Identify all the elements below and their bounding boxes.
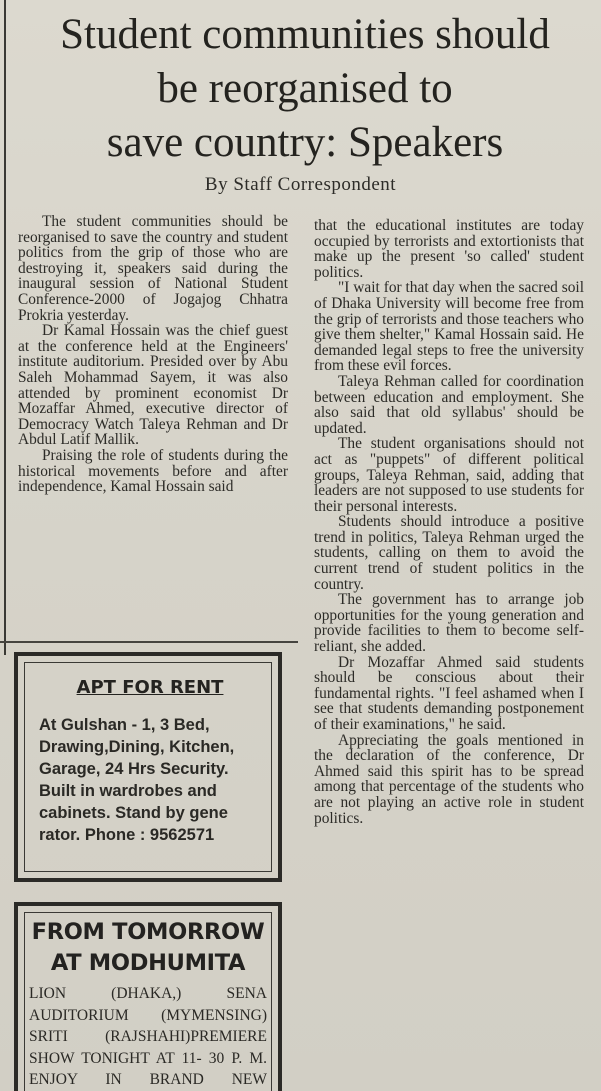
- ad-movie-listing: [14, 902, 282, 1091]
- paragraph: Dr Kamal Hossain was the chief guest at the conference held at the Engineers' institute auditorium. Presided over by Abu Saleh Mohammad Sayem, it was also attended by prominent economist Dr Mozaffar Ahmed, executive director of Democracy Watch Taleya Rehman and Dr Abdul Latif Mallik.: [18, 322, 288, 449]
- headline: [20, 8, 590, 170]
- ad-apt-for-rent: [14, 652, 282, 882]
- paragraph: Appreciating the goals mentioned in the declaration of the conference, Dr Ahmed said this spirit has to be spread among that percentage of the students who are not playing an active role in student politics.: [314, 731, 584, 827]
- headline-line-3: save country: Speakers: [106, 119, 504, 166]
- section-divider: [0, 641, 298, 643]
- paragraph: Dr Mozaffar Ahmed said students should be conscious about their fundamental rights. "I feel ashamed when I see that students demanding postponement of their examinations," he said.: [314, 653, 584, 733]
- ad-body: LION (DHAKA,) SENA AUDITORIUM (MYMENSING) SRITI (RAJSHAHI)PREMIERE SHOW TONIGHT AT 11- 30 P. M. ENJOY IN BRAND NEW: [29, 985, 267, 1088]
- ad-inner-frame: [24, 912, 272, 1091]
- ad-title-line-1: FROM TOMORROW: [31, 919, 265, 945]
- column-rule: [4, 0, 6, 655]
- ad-title: APT FOR RENT: [76, 677, 224, 698]
- paragraph: Taleya Rehman called for coordination between education and employment. She also said that old syllabus' should be updated.: [314, 372, 584, 437]
- article-column-right: [314, 218, 584, 1078]
- ad-title-line-2: AT MODHUMITA: [50, 950, 246, 976]
- paragraph: "I wait for that day when the sacred soil of Dhaka University will become free from the grip of terrorists and those teachers who give them shelter," Kamal Hossain said. He demanded legal steps to free the university from these evil forces.: [314, 279, 584, 375]
- paragraph: Students should introduce a positive trend in politics, Taleya Rehman urged the students, calling on them to avoid the current trend of student politics in the country.: [314, 513, 584, 593]
- ad-body: At Gulshan - 1, 3 Bed, Drawing,Dining, Kitchen, Garage, 24 Hrs Security. Built in wardrobes and cabinets. Stand by gene rator. Phone : 9562571: [39, 716, 235, 844]
- headline-line-1: Student communities should: [60, 11, 550, 58]
- paragraph: Praising the role of students during the historical movements before and after independence, Kamal Hossain said: [18, 446, 288, 496]
- paragraph: that the educational institutes are today occupied by terrorists and extortionists that make up the present 'so called' student politics.: [314, 218, 584, 281]
- paragraph: The student organisations should not act as "puppets" of different political groups, Taleya Rehman, said, adding that leaders are not supposed to use students for their personal interests.: [314, 435, 584, 515]
- headline-line-2: be reorganised to: [157, 65, 453, 112]
- paragraph: The student communities should be reorganised to save the country and student politics from the grip of those who are destroying it, speakers said during the inaugural session of National Student Conference-2000 of Jogajog Chhatra Prokria yesterday.: [18, 214, 288, 324]
- ad-inner-frame: [24, 662, 272, 872]
- paragraph: The government has to arrange job opportunities for the young generation and provide facilities to them to become self-reliant, she added.: [314, 591, 584, 656]
- article-column-left: [18, 214, 288, 634]
- byline: By Staff Correspondent: [204, 174, 397, 195]
